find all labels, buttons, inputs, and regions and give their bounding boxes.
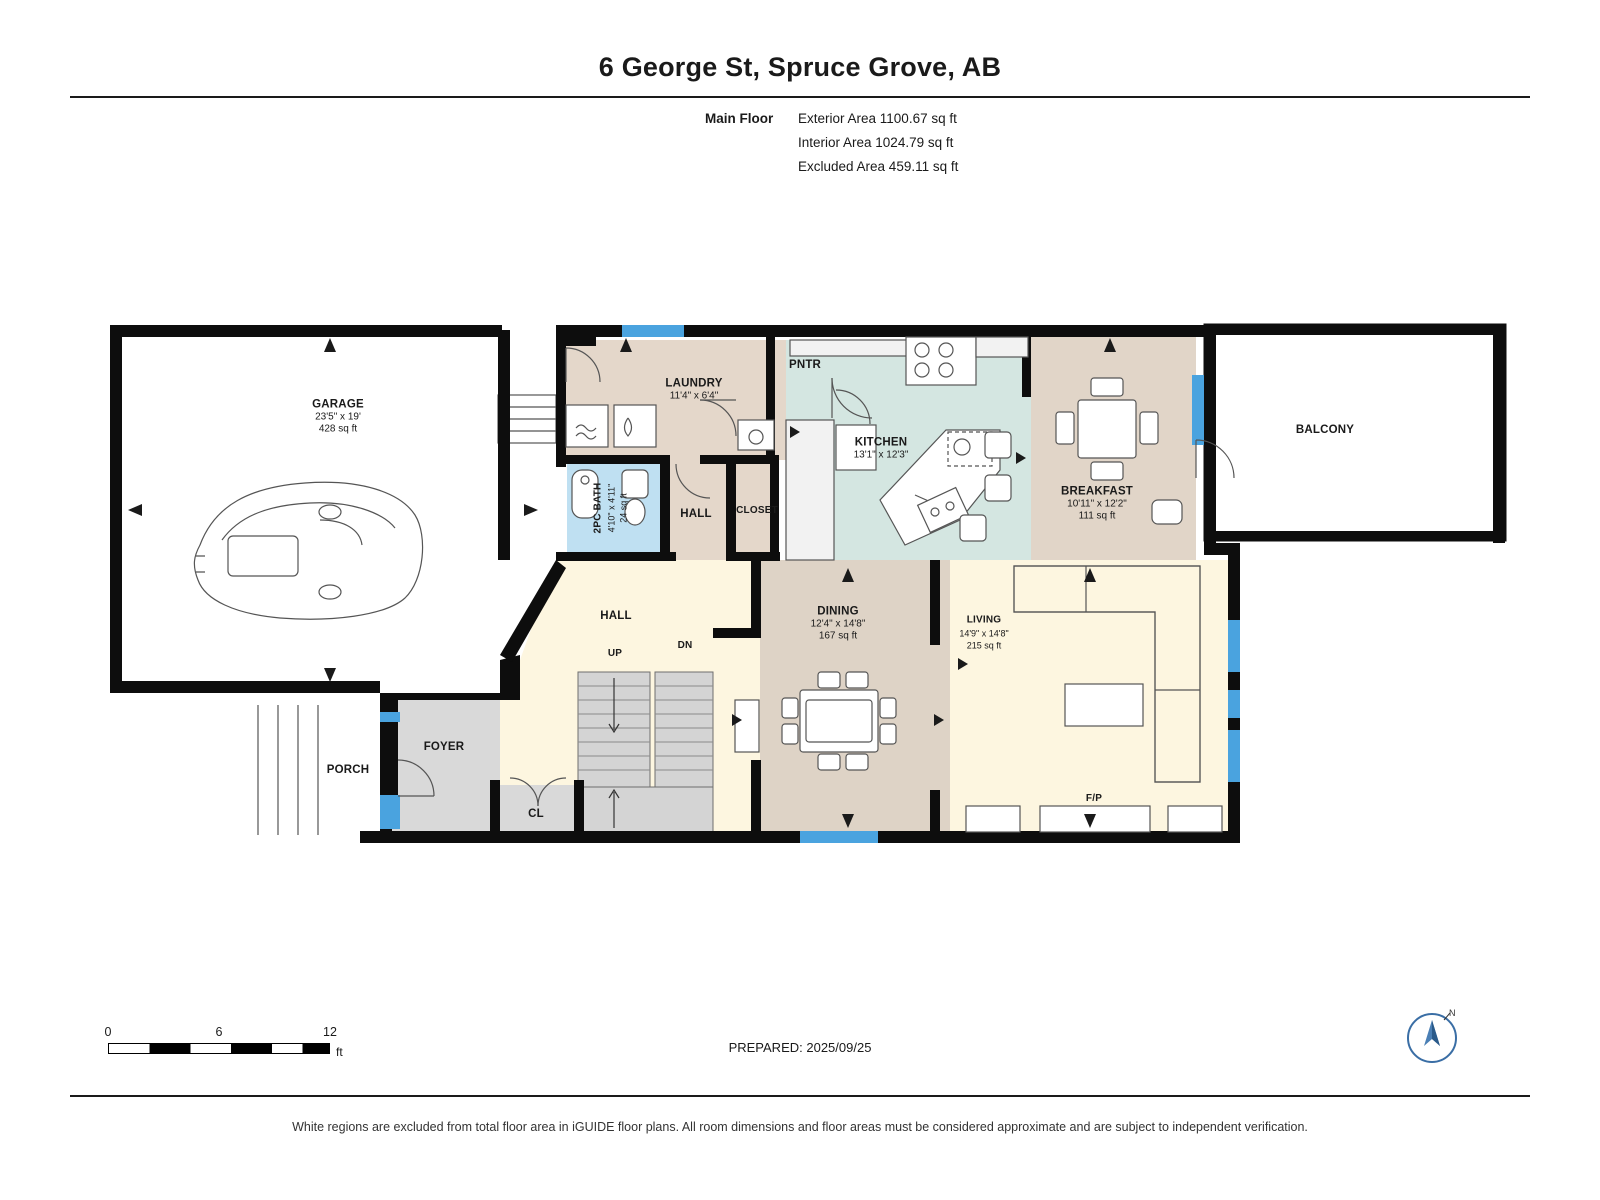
scale-tick-6: 6 <box>215 1025 223 1039</box>
room-label-dining: DINING 12'4" x 14'8" 167 sq ft <box>810 605 866 642</box>
room-label-breakfast: BREAKFAST 10'11" x 12'2" 111 sq ft <box>1060 485 1134 522</box>
excluded-area: Excluded Area 459.11 sq ft <box>798 159 959 174</box>
room-label-closet: CLOSET <box>736 504 778 516</box>
fireplace-label: F/P <box>1085 792 1103 804</box>
room-label-balcony: BALCONY <box>1295 423 1355 436</box>
room-label-kitchen: KITCHEN 13'1" x 12'3" <box>853 436 909 460</box>
room-label-garage: GARAGE 23'5" x 19' 428 sq ft <box>312 398 364 435</box>
scale-bar-graphic <box>108 1043 330 1054</box>
room-label-2pc-bath: 2PC BATH 4'10" x 4'11" 24 sq ft <box>592 482 629 534</box>
room-label-laundry: LAUNDRY 11'4" x 6'4" <box>665 377 723 401</box>
scale-unit: ft <box>336 1045 343 1059</box>
page-title: 6 George St, Spruce Grove, AB <box>598 52 1002 82</box>
disclaimer-text: White regions are excluded from total floor area in iGUIDE floor plans. All room dimensions and floor areas must be considered approximate and are subject to independent verification. <box>292 1120 1308 1134</box>
stair-label-up: UP <box>607 647 623 659</box>
room-label-porch: PORCH <box>326 763 370 776</box>
room-label-living: LIVING 14'9" x 14'8" 215 sq ft <box>959 614 1009 651</box>
scale-bar <box>104 1025 343 1065</box>
scale-tick-0: 0 <box>104 1025 112 1039</box>
compass-icon <box>1400 1000 1470 1070</box>
exterior-area: Exterior Area 1100.67 sq ft <box>798 111 957 126</box>
interior-area: Interior Area 1024.79 sq ft <box>798 135 954 150</box>
prepared-date: PREPARED: 2025/09/25 <box>728 1040 872 1055</box>
room-label-hall-upper: HALL <box>680 507 712 520</box>
scale-tick-12: 12 <box>323 1025 337 1039</box>
stair-label-down: DN <box>677 639 693 651</box>
floor-label: Main Floor <box>705 111 774 126</box>
room-label-closet-cl: CL <box>528 807 544 820</box>
footer-divider <box>70 1095 1530 1097</box>
room-label-foyer: FOYER <box>423 740 465 753</box>
room-label-pantry: PNTR <box>788 358 822 371</box>
room-label-hall-lower: HALL <box>600 609 632 622</box>
svg-text:N: N <box>1449 1008 1456 1018</box>
